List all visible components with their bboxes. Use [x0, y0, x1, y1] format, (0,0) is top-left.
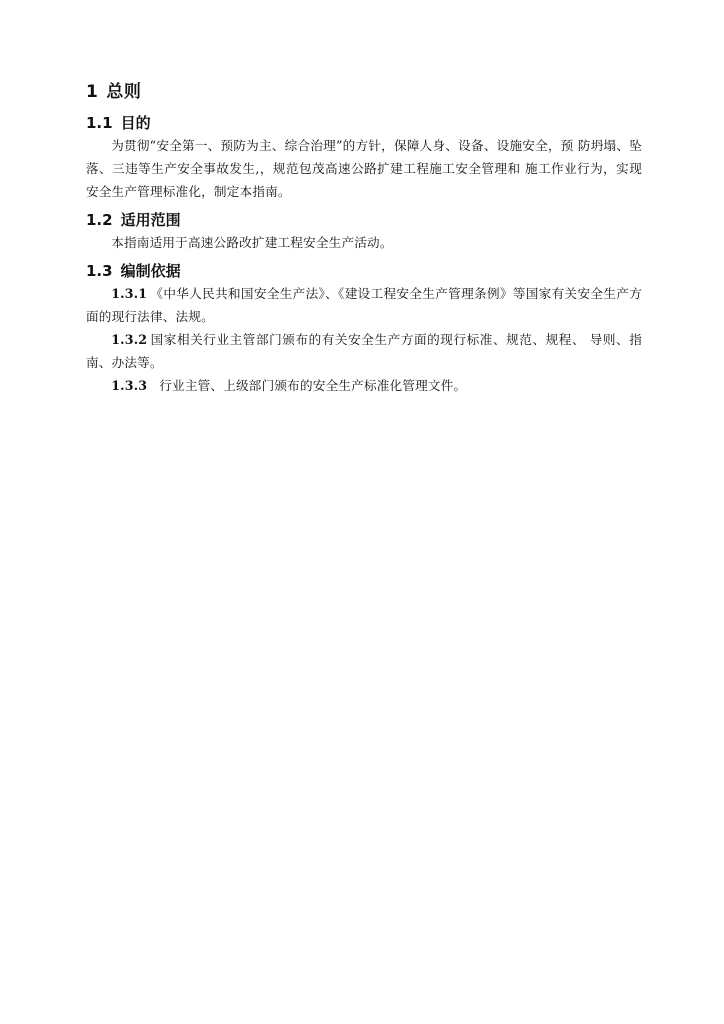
basis-item — [86, 328, 642, 374]
basis-item-number: 1.3.1 — [111, 286, 148, 301]
section-paragraph: 为贯彻“安全第一、预防为主、综合治理”的方针，保障人身、设备、设施安全，预 防坍塌、坠落、三违等生产安全事故发生,，规范包茂高速公路扩建工程施工安全管理和 施工作业行为，实现安全生产管理标准化，制定本指南。 — [86, 138, 642, 199]
section-heading — [86, 209, 642, 231]
chapter-heading — [86, 78, 642, 106]
basis-item — [86, 374, 642, 397]
section-title: 编制依据 — [120, 262, 181, 280]
basis-item-number: 1.3.3 — [111, 378, 148, 393]
section-number: 1.2 — [86, 211, 113, 229]
section-title: 适用范围 — [120, 211, 181, 229]
basis-item — [86, 282, 642, 328]
basis-item-text: 国家相关行业主管部门颁布的有关安全生产方面的现行标准、规范、规程、 导则、指南、办法等。 — [86, 332, 642, 370]
chapter-number: 1 — [86, 82, 99, 102]
section-heading — [86, 112, 642, 134]
section-title: 目的 — [120, 114, 151, 132]
document-page — [86, 78, 642, 397]
basis-item-text: 行业主管、上级部门颁布的安全生产标准化管理文件。 — [159, 378, 467, 393]
section-number: 1.1 — [86, 114, 113, 132]
basis-item-number: 1.3.2 — [111, 332, 148, 347]
section-heading — [86, 260, 642, 282]
section-paragraph: 本指南适用于高速公路改扩建工程安全生产活动。 — [111, 235, 393, 250]
section-number: 1.3 — [86, 262, 113, 280]
chapter-title: 总则 — [106, 82, 142, 102]
basis-item-text: 《中华人民共和国安全生产法》、《建设工程安全生产管理条例》等国家有关安全生产方面的现行法律、法规。 — [86, 286, 642, 324]
